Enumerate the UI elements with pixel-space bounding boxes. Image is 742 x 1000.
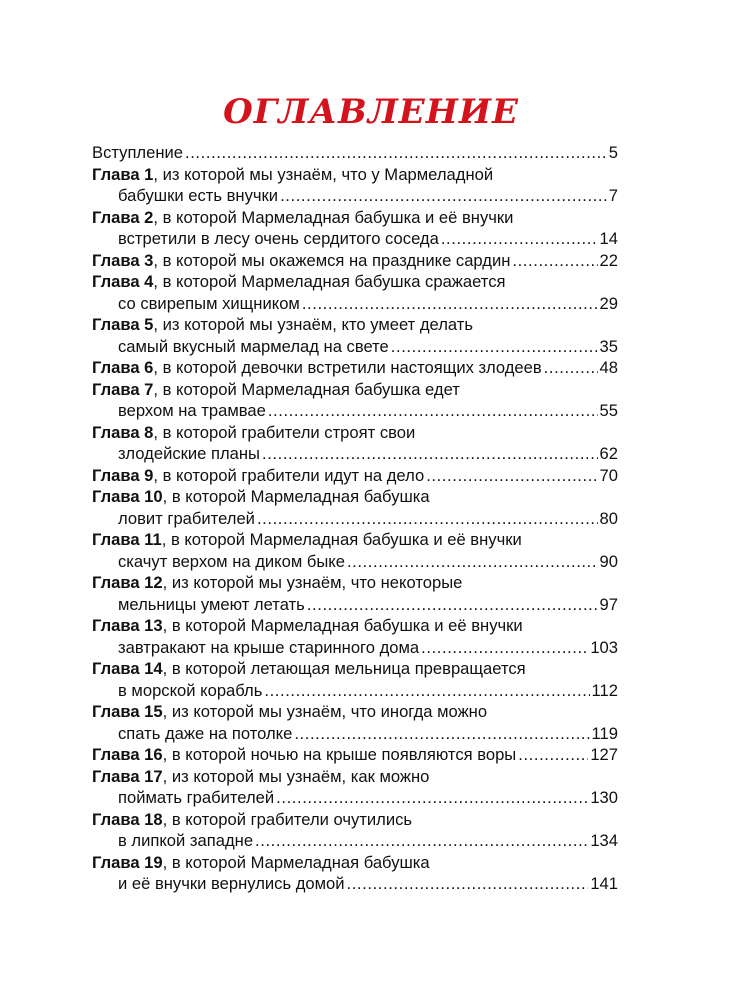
page-number: 141 xyxy=(590,874,618,893)
chapter-number: Глава 3 xyxy=(92,250,154,270)
toc-entry[interactable] xyxy=(92,529,618,572)
chapter-title-text: и её внучки вернулись домой xyxy=(118,874,345,893)
chapter-title-text: , в которой Мармеладная бабушка и её внучки xyxy=(153,207,514,227)
page-number: 62 xyxy=(599,444,618,463)
page-number: 97 xyxy=(599,594,618,614)
toc-entry-line xyxy=(92,572,618,594)
chapter-title-text: злодейские планы xyxy=(118,444,260,463)
chapter-number: Глава 13 xyxy=(92,616,163,635)
chapter-title-text: , в которой девочки встретили настоящих злодеев xyxy=(153,358,542,377)
dot-leader xyxy=(185,142,607,164)
page-number: 14 xyxy=(599,229,618,248)
toc-entry-line xyxy=(92,551,618,573)
chapter-title-text: мельницы умеют летать xyxy=(118,594,305,614)
chapter-number: Глава 5 xyxy=(92,315,154,334)
chapter-title-text: , из которой мы узнаём, кто умеет делать xyxy=(153,315,473,334)
toc-entry-line xyxy=(92,658,618,680)
toc-entry-line xyxy=(92,529,618,551)
page-number: 35 xyxy=(599,336,618,356)
toc-entry-line xyxy=(92,615,618,637)
dot-leader xyxy=(421,637,588,659)
toc-entry-line xyxy=(92,164,618,186)
toc-entry-line xyxy=(92,680,618,702)
toc-entry-line xyxy=(92,357,618,379)
chapter-title-text: , в которой мы окажемся на празднике сардин xyxy=(153,250,511,270)
page-number: 134 xyxy=(590,831,618,850)
chapter-number: Глава 16 xyxy=(92,745,163,764)
chapter-number: Глава 9 xyxy=(92,465,154,485)
toc-entry-line xyxy=(92,379,618,401)
toc-entry-line xyxy=(92,185,618,207)
chapter-number: Глава 11 xyxy=(92,530,162,549)
chapter-title-text: , из которой мы узнаём, что у Мармеладной xyxy=(153,164,494,184)
chapter-title-text: в липкой западне xyxy=(118,831,254,850)
chapter-title-text: скачут верхом на диком быке xyxy=(118,551,345,571)
page-number: 70 xyxy=(599,465,618,485)
toc-entry-line xyxy=(92,766,618,788)
page-title: ОГЛАВЛЕНИЕ xyxy=(223,92,519,132)
chapter-title-text: , в которой Мармеладная бабушка и её внучки xyxy=(162,616,523,635)
page-number: 90 xyxy=(599,551,618,571)
chapter-number: Глава 8 xyxy=(92,422,154,442)
chapter-number: Глава 18 xyxy=(92,809,163,829)
toc-entry-line xyxy=(92,508,618,530)
page-number: 22 xyxy=(599,250,618,270)
chapter-title-text: поймать грабителей xyxy=(118,788,275,807)
toc-entry-line xyxy=(92,594,618,616)
toc-entry-line xyxy=(92,486,618,508)
toc-entry-line xyxy=(92,787,618,809)
dot-leader xyxy=(268,400,598,422)
toc-entry-line xyxy=(92,336,618,358)
toc-entry[interactable] xyxy=(92,809,618,852)
toc-entry[interactable] xyxy=(92,207,618,250)
page-number: 48 xyxy=(599,358,618,377)
chapter-number: Глава 6 xyxy=(92,358,154,377)
dot-leader xyxy=(262,443,598,465)
toc-entry[interactable] xyxy=(92,744,618,766)
dot-leader xyxy=(391,336,598,358)
toc-entry[interactable] xyxy=(92,658,618,701)
toc-entry-line xyxy=(92,701,618,723)
toc-entry-line xyxy=(92,637,618,659)
chapter-title-text: , в которой грабители очутились xyxy=(162,809,413,829)
chapter-title-text: , в которой грабители идут на дело xyxy=(153,465,425,485)
toc-entry[interactable] xyxy=(92,271,618,314)
chapter-title-text: , из которой мы узнаём, что некоторые xyxy=(162,573,463,592)
chapter-title-text: со свирепым хищником xyxy=(118,293,300,313)
chapter-title-text: , в которой Мармеладная бабушка xyxy=(162,852,430,872)
chapter-number: Глава 7 xyxy=(92,379,154,399)
chapter-title-text: верхом на трамвае xyxy=(118,401,266,420)
chapter-number: Глава 10 xyxy=(92,487,163,506)
chapter-title-text: Вступление xyxy=(92,143,184,162)
dot-leader xyxy=(512,250,597,272)
page-number: 7 xyxy=(608,186,618,205)
page-number: 80 xyxy=(599,508,618,528)
toc-entry[interactable] xyxy=(92,766,618,809)
chapter-number: Глава 15 xyxy=(92,702,163,721)
chapter-number: Глава 4 xyxy=(92,272,154,291)
chapter-number: Глава 1 xyxy=(92,164,154,184)
toc-entry[interactable] xyxy=(92,852,618,895)
toc-entry-line xyxy=(92,142,618,164)
toc-entry[interactable] xyxy=(92,357,618,379)
chapter-title-text: спать даже на потолке xyxy=(118,723,293,743)
table-of-contents xyxy=(92,142,618,895)
chapter-number: Глава 2 xyxy=(92,207,154,227)
toc-entry[interactable] xyxy=(92,422,618,465)
toc-entry-line xyxy=(92,422,618,444)
chapter-title-text: , в которой Мармеладная бабушка и её внучки xyxy=(161,530,522,549)
toc-entry-line xyxy=(92,207,618,229)
toc-entry[interactable] xyxy=(92,314,618,357)
chapter-title-text: самый вкусный мармелад на свете xyxy=(118,336,389,356)
chapter-number: Глава 17 xyxy=(92,766,163,786)
toc-entry-line xyxy=(92,465,618,487)
dot-leader xyxy=(518,744,588,766)
toc-entry-line xyxy=(92,400,618,422)
toc-entry-line xyxy=(92,250,618,272)
chapter-title-text: , в которой грабители строят свои xyxy=(153,422,416,442)
dot-leader xyxy=(276,787,588,809)
dot-leader xyxy=(347,551,598,573)
page-number: 130 xyxy=(590,788,618,807)
dot-leader xyxy=(257,508,598,530)
dot-leader xyxy=(264,680,589,702)
page-number: 112 xyxy=(591,680,618,700)
chapter-number: Глава 12 xyxy=(92,573,163,592)
toc-entry-line xyxy=(92,271,618,293)
toc-entry-line xyxy=(92,293,618,315)
dot-leader xyxy=(302,293,598,315)
chapter-title-text: бабушки есть внучки xyxy=(118,186,279,205)
toc-entry[interactable] xyxy=(92,142,618,164)
dot-leader xyxy=(426,465,597,487)
toc-entry-line xyxy=(92,228,618,250)
chapter-title-text: , в которой летающая мельница превращается xyxy=(162,659,526,678)
toc-entry[interactable] xyxy=(92,164,618,207)
dot-leader xyxy=(347,873,589,895)
page-number: 55 xyxy=(599,401,618,420)
toc-entry-line xyxy=(92,830,618,852)
chapter-number: Глава 19 xyxy=(92,852,163,872)
chapter-number: Глава 14 xyxy=(92,659,163,678)
chapter-title-text: ловит грабителей xyxy=(118,508,255,528)
toc-entry[interactable] xyxy=(92,572,618,615)
dot-leader xyxy=(280,185,607,207)
chapter-title-text: , из которой мы узнаём, что иногда можно xyxy=(162,702,488,721)
chapter-title-text: , в которой Мармеладная бабушка xyxy=(162,487,430,506)
toc-entry[interactable] xyxy=(92,379,618,422)
toc-entry-line xyxy=(92,873,618,895)
toc-entry[interactable] xyxy=(92,615,618,658)
page-number: 127 xyxy=(590,745,618,764)
toc-entry[interactable] xyxy=(92,465,618,487)
dot-leader xyxy=(307,594,598,616)
toc-entry[interactable] xyxy=(92,486,618,529)
dot-leader xyxy=(441,228,598,250)
chapter-title-text: , в которой Мармеладная бабушка едет xyxy=(153,379,460,399)
chapter-title-text: в морской корабль xyxy=(118,680,263,700)
page-number: 5 xyxy=(608,143,618,162)
page-number: 119 xyxy=(591,723,618,743)
toc-entry-line xyxy=(92,314,618,336)
dot-leader xyxy=(544,357,598,379)
dot-leader xyxy=(294,723,589,745)
dot-leader xyxy=(255,830,588,852)
toc-entry-line xyxy=(92,744,618,766)
chapter-title-text: , в которой ночью на крыше появляются воры xyxy=(162,745,517,764)
toc-entry-line xyxy=(92,443,618,465)
page-number: 29 xyxy=(599,293,618,313)
chapter-title-text: , в которой Мармеладная бабушка сражается xyxy=(153,272,506,291)
chapter-title-text: , из которой мы узнаём, как можно xyxy=(162,766,430,786)
page-number: 103 xyxy=(590,637,618,657)
toc-entry-line xyxy=(92,852,618,874)
toc-entry-line xyxy=(92,723,618,745)
chapter-title-text: встретили в лесу очень сердитого соседа xyxy=(118,229,439,248)
toc-entry-line xyxy=(92,809,618,831)
chapter-title-text: завтракают на крыше старинного дома xyxy=(118,637,420,657)
toc-entry[interactable] xyxy=(92,701,618,744)
toc-entry[interactable] xyxy=(92,250,618,272)
